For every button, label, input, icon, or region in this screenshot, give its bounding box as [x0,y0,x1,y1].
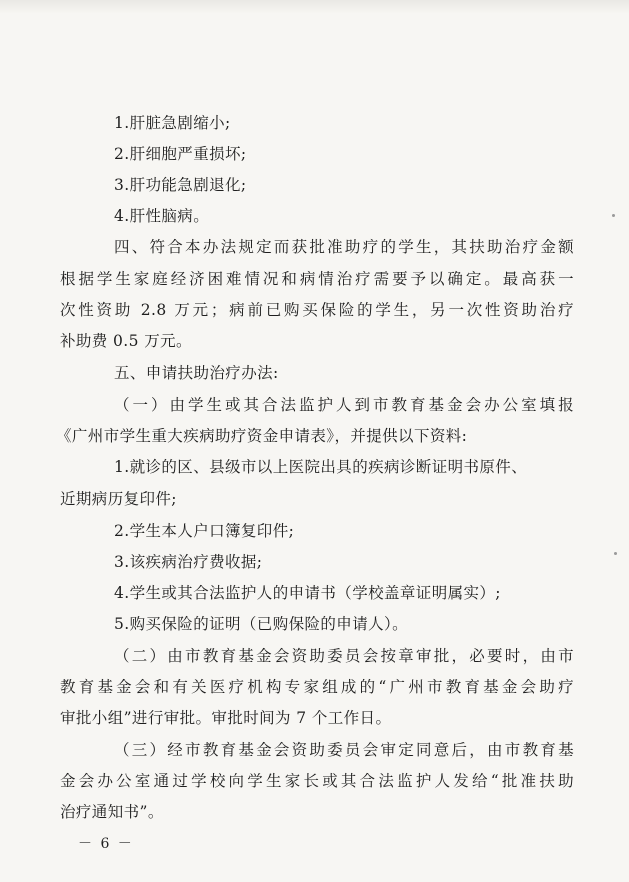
list-item: 4.学生或其合法监护人的申请书（学校盖章证明属实）; [114,584,501,602]
list-item-continuation: 近期病历复印件; [60,490,177,508]
paragraph-line: 四、符合本办法规定而获批准助疗的学生，其扶助治疗金额 [114,238,574,256]
paragraph-line: 金会办公室通过学校向学生家长或其合法监护人发给“批准扶助 [60,772,574,790]
list-item: 3.肝功能急剧退化; [114,176,247,194]
list-item: 1.肝脏急剧缩小; [114,114,231,132]
paragraph-line: 根据学生家庭经济困难情况和病情治疗需要予以确定。最高获一 [60,270,574,288]
list-item: 2.肝细胞严重损坏; [114,145,247,163]
list-item: 5.购买保险的证明（已购保险的申请人）。 [114,615,409,633]
section-heading: 五、申请扶助治疗办法: [114,364,279,382]
scan-speck [612,214,615,217]
paragraph-line: 治疗通知书”。 [60,803,164,821]
paragraph-line: 教育基金会和有关医疗机构专家组成的“广州市教育基金会助疗 [60,678,574,696]
paragraph-line: （三）经市教育基金会资助委员会审定同意后，由市教育基 [114,741,574,759]
paragraph-line: 审批小组”进行审批。审批时间为 7 个工作日。 [60,709,392,727]
paragraph-line: 次性资助 2.8 万元；病前已购买保险的学生，另一次性资助治疗 [60,301,574,319]
paragraph-line: 补助费 0.5 万元。 [60,332,192,350]
paragraph-line: 《广州市学生重大疾病助疗资金申请表》，并提供以下资料: [56,427,468,445]
list-item: 2.学生本人户口簿复印件; [114,522,295,540]
scan-speck [614,552,617,555]
list-item: 4.肝性脑病。 [114,207,210,225]
page-number: － 6 － [78,836,134,852]
paragraph-line: （二）由市教育基金会资助委员会按章审批，必要时，由市 [114,647,574,665]
paragraph-line: （一）由学生或其合法监护人到市教育基金会办公室填报 [114,396,574,414]
scan-edge-shadow [0,0,629,14]
list-item: 1.就诊的区、县级市以上医院出具的疾病诊断证明书原件、 [114,458,528,476]
list-item: 3.该疾病治疗费收据; [114,553,263,571]
